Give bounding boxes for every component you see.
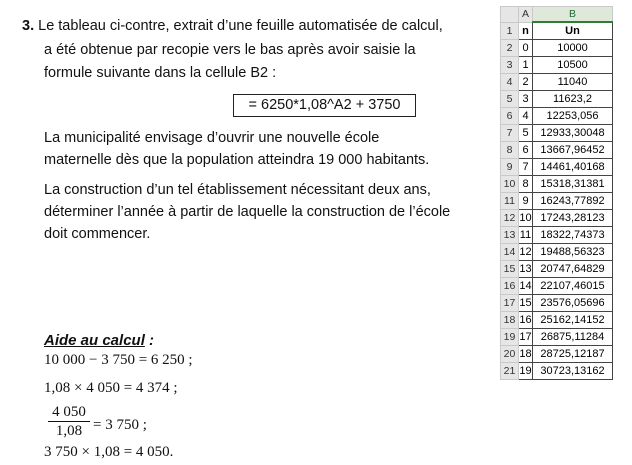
aide-fraction-result: = 3 750 ;: [93, 417, 147, 433]
cell-b[interactable]: 12253,056: [533, 108, 613, 125]
row-header[interactable]: 8: [501, 142, 519, 159]
cell-b[interactable]: 25162,14152: [533, 312, 613, 329]
exercise-number: 3.: [22, 18, 35, 34]
cell-a[interactable]: 15: [519, 295, 533, 312]
cell-a[interactable]: 2: [519, 74, 533, 91]
cell-a[interactable]: 13: [519, 261, 533, 278]
table-row: [501, 346, 613, 363]
cell-b[interactable]: 11623,2: [533, 91, 613, 108]
cell-b[interactable]: 26875,11284: [533, 329, 613, 346]
cell-b[interactable]: Un: [533, 22, 613, 40]
row-header[interactable]: 9: [501, 159, 519, 176]
row-header[interactable]: 18: [501, 312, 519, 329]
cell-a[interactable]: 9: [519, 193, 533, 210]
cell-b[interactable]: 11040: [533, 74, 613, 91]
cell-b[interactable]: 18322,74373: [533, 227, 613, 244]
table-row: [501, 40, 613, 57]
cell-a[interactable]: 6: [519, 142, 533, 159]
cell-a[interactable]: 11: [519, 227, 533, 244]
paragraph-2-line-2: maternelle dès que la population atteindra 19 000 habitants.: [44, 152, 430, 168]
cell-a[interactable]: n: [519, 22, 533, 40]
table-row: [501, 278, 613, 295]
aide-title-colon: :: [144, 332, 155, 349]
paragraph-3-line-1: La construction d’un tel établissement nécessitant deux ans,: [44, 182, 431, 198]
row-header[interactable]: 4: [501, 74, 519, 91]
column-header-b[interactable]: B: [533, 7, 613, 23]
cell-b[interactable]: 10500: [533, 57, 613, 74]
cell-b[interactable]: 14461,40168: [533, 159, 613, 176]
table-row: [501, 261, 613, 278]
cell-b[interactable]: 19488,56323: [533, 244, 613, 261]
cell-a[interactable]: 19: [519, 363, 533, 380]
spreadsheet-table: [500, 6, 613, 380]
aide-fraction: [48, 403, 90, 440]
row-header[interactable]: 12: [501, 210, 519, 227]
aide-line-4: 3 750 × 1,08 = 4 050.: [44, 444, 174, 460]
cell-a[interactable]: 12: [519, 244, 533, 261]
table-row: [501, 193, 613, 210]
table-row: [501, 74, 613, 91]
table-row: [501, 295, 613, 312]
row-header[interactable]: 3: [501, 57, 519, 74]
formula-box: = 6250*1,08^A2 + 3750: [233, 94, 416, 117]
paragraph-3-line-3: doit commencer.: [44, 226, 151, 242]
cell-b[interactable]: 15318,31381: [533, 176, 613, 193]
table-row: [501, 210, 613, 227]
row-header[interactable]: 15: [501, 261, 519, 278]
table-row: [501, 91, 613, 108]
table-row: [501, 363, 613, 380]
exercise-line-1: [22, 15, 443, 37]
cell-a[interactable]: 18: [519, 346, 533, 363]
cell-b[interactable]: 20747,64829: [533, 261, 613, 278]
cell-b[interactable]: 10000: [533, 40, 613, 57]
row-header[interactable]: 14: [501, 244, 519, 261]
spreadsheet: [500, 6, 629, 380]
row-header[interactable]: 11: [501, 193, 519, 210]
row-header[interactable]: 2: [501, 40, 519, 57]
row-header[interactable]: 7: [501, 125, 519, 142]
cell-b[interactable]: 28725,12187: [533, 346, 613, 363]
table-row: [501, 142, 613, 159]
table-row: [501, 227, 613, 244]
aide-title-text: Aide au calcul: [44, 332, 145, 349]
paragraph-3-line-2: déterminer l’année à partir de laquelle la construction de l’école: [44, 204, 451, 220]
table-row: [501, 125, 613, 142]
row-header[interactable]: 16: [501, 278, 519, 295]
cell-a[interactable]: 0: [519, 40, 533, 57]
row-header[interactable]: 5: [501, 91, 519, 108]
table-row: [501, 329, 613, 346]
cell-a[interactable]: 3: [519, 91, 533, 108]
exercise-text: Le tableau ci-contre, extrait d’une feuille automatisée de calcul,: [38, 18, 443, 34]
aide-title: [44, 332, 154, 349]
table-row: [501, 312, 613, 329]
fraction-denominator: 1,08: [55, 423, 83, 439]
cell-b[interactable]: 23576,05696: [533, 295, 613, 312]
table-row: [501, 22, 613, 40]
table-row: [501, 176, 613, 193]
row-header[interactable]: 21: [501, 363, 519, 380]
fraction-numerator: 4 050: [48, 403, 90, 422]
cell-a[interactable]: 4: [519, 108, 533, 125]
cell-b[interactable]: 16243,77892: [533, 193, 613, 210]
row-header[interactable]: 19: [501, 329, 519, 346]
cell-a[interactable]: 10: [519, 210, 533, 227]
aide-line-1: 10 000 − 3 750 = 6 250 ;: [44, 352, 193, 368]
row-header[interactable]: 10: [501, 176, 519, 193]
cell-a[interactable]: 8: [519, 176, 533, 193]
cell-a[interactable]: 7: [519, 159, 533, 176]
cell-b[interactable]: 30723,13162: [533, 363, 613, 380]
paragraph-2-line-1: La municipalité envisage d’ouvrir une nouvelle école: [44, 130, 380, 146]
cell-a[interactable]: 5: [519, 125, 533, 142]
column-header-a[interactable]: A: [519, 7, 533, 23]
table-row: [501, 159, 613, 176]
table-row: [501, 108, 613, 125]
row-header[interactable]: 6: [501, 108, 519, 125]
cell-a[interactable]: 17: [519, 329, 533, 346]
row-header[interactable]: 13: [501, 227, 519, 244]
cell-b[interactable]: 22107,46015: [533, 278, 613, 295]
table-row: [501, 57, 613, 74]
table-row: [501, 244, 613, 261]
cell-a[interactable]: 14: [519, 278, 533, 295]
aide-line-2: 1,08 × 4 050 = 4 374 ;: [44, 380, 178, 396]
cell-b[interactable]: 17243,28123: [533, 210, 613, 227]
row-header[interactable]: 20: [501, 346, 519, 363]
exercise-line-2: a été obtenue par recopie vers le bas après avoir saisie la: [44, 42, 416, 58]
corner-cell[interactable]: [501, 7, 519, 23]
cell-b[interactable]: 13667,96452: [533, 142, 613, 159]
cell-a[interactable]: 16: [519, 312, 533, 329]
cell-b[interactable]: 12933,30048: [533, 125, 613, 142]
cell-a[interactable]: 1: [519, 57, 533, 74]
row-header[interactable]: 1: [501, 22, 519, 40]
exercise-line-3: formule suivante dans la cellule B2 :: [44, 65, 277, 81]
row-header[interactable]: 17: [501, 295, 519, 312]
